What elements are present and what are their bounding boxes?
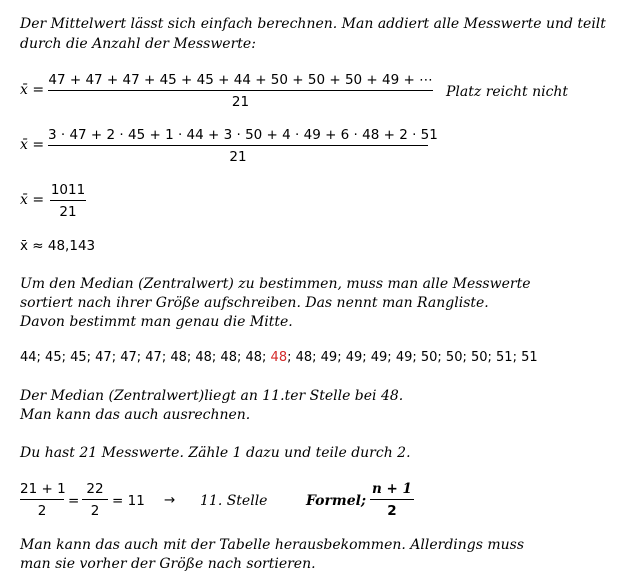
mean-fraction-total — [50, 182, 86, 220]
position-result: = 11 — [112, 493, 145, 509]
median-formula — [370, 481, 414, 519]
median-result-line-2: Man kann das auch ausrechnen. — [20, 407, 251, 423]
median-intro-line-1: Um den Median (Zentralwert) zu bestimmen, muss man alle Messwerte — [20, 276, 531, 292]
mean-fraction-weighted — [48, 127, 438, 165]
median-intro-line-3: Davon bestimmt man genau die Mitte. — [20, 314, 293, 330]
position-fraction-result — [82, 481, 108, 519]
fraction-denominator: 2 — [387, 503, 397, 519]
position-label: 11. Stelle — [200, 493, 268, 509]
ranking-before: 44; 45; 45; 47; 47; 47; 48; 48; 48; 48; — [20, 350, 271, 365]
fraction-bar — [48, 145, 428, 146]
fraction-denominator: 2 — [90, 503, 100, 519]
count-text: Du hast 21 Messwerte. Zähle 1 dazu und teile durch 2. — [20, 445, 411, 461]
intro-line-1: Der Mittelwert lässt sich einfach berechnen. Man addiert alle Messwerte und teilt — [20, 16, 606, 32]
formula-label: Formel; — [306, 493, 367, 509]
outro-line-1: Man kann das auch mit der Tabelle herausbekommen. Allerdings muss — [20, 537, 525, 553]
fraction-bar — [82, 499, 108, 500]
fraction-numerator: 1011 — [50, 182, 86, 198]
intro-line-2: durch die Anzahl der Messwerte: — [20, 36, 256, 52]
fraction-numerator: 21 + 1 — [20, 481, 66, 497]
median-intro-line-2: sortiert nach ihrer Größe aufschreiben. Das nennt man Rangliste. — [20, 295, 489, 311]
arrow-icon: → — [164, 492, 176, 508]
mean-fraction-sum — [48, 72, 433, 110]
space-note: Platz reicht nicht — [446, 84, 569, 100]
equals-sign: = — [68, 493, 80, 509]
mean-symbol-1: x̄ = — [20, 82, 45, 98]
fraction-bar — [48, 90, 433, 91]
fraction-numerator: 3 · 47 + 2 · 45 + 1 · 44 + 3 · 50 + 4 · 49 + 6 · 48 + 2 · 51 — [48, 127, 438, 143]
fraction-denominator: 21 — [59, 204, 77, 220]
ranking-list — [20, 350, 538, 365]
fraction-denominator: 2 — [37, 503, 47, 519]
fraction-denominator: 21 — [231, 94, 250, 110]
fraction-numerator: 47 + 47 + 47 + 45 + 45 + 44 + 50 + 50 + 50 + 49 + ⋯ — [48, 72, 433, 88]
fraction-bar — [370, 499, 414, 500]
fraction-denominator: 21 — [229, 149, 247, 165]
mean-symbol-3: x̄ = — [20, 192, 45, 208]
outro-line-2: man sie vorher der Größe nach sortieren. — [20, 556, 316, 572]
fraction-numerator: n + 1 — [372, 481, 412, 497]
fraction-numerator: 22 — [86, 481, 104, 497]
fraction-bar — [20, 499, 64, 500]
ranking-after: ; 48; 49; 49; 49; 49; 50; 50; 50; 51; 51 — [287, 350, 538, 365]
ranking-median-value: 48 — [270, 350, 288, 365]
mean-result: x̄ ≈ 48,143 — [20, 238, 96, 254]
position-fraction — [20, 481, 64, 519]
mean-symbol-2: x̄ = — [20, 137, 45, 153]
median-result-line-1: Der Median (Zentralwert)liegt an 11.ter Stelle bei 48. — [20, 388, 404, 404]
fraction-bar — [50, 200, 86, 201]
